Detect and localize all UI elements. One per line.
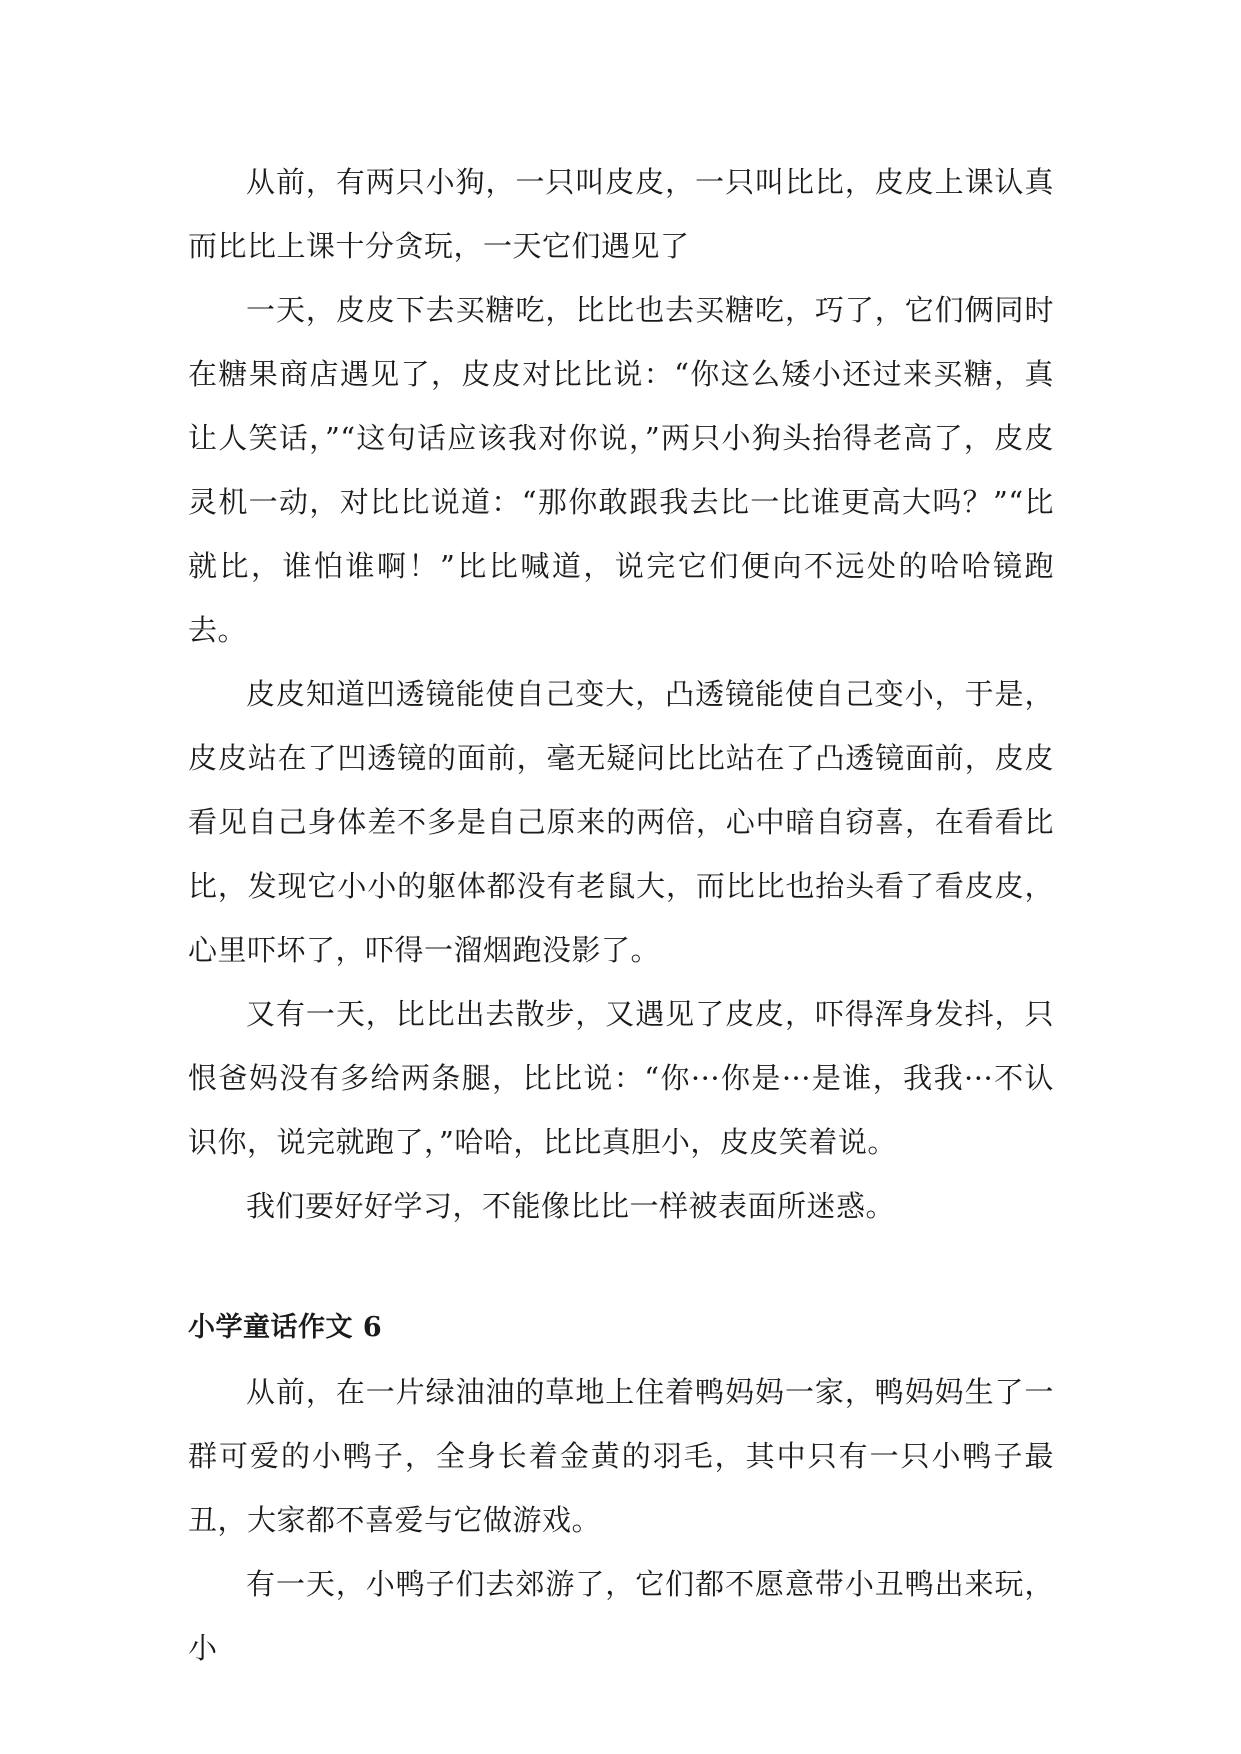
document-body — [188, 150, 1054, 1680]
story-paragraph: 从前，有两只小狗，一只叫皮皮，一只叫比比，皮皮上课认真而比比上课十分贪玩，一天它们遇见了 — [188, 165, 1054, 263]
story-paragraph: 从前，在一片绿油油的草地上住着鸭妈妈一家，鸭妈妈生了一群可爱的小鸭子，全身长着金黄的羽毛，其中只有一只小鸭子最丑，大家都不喜爱与它做游戏。 — [188, 1375, 1054, 1537]
story-paragraph: 皮皮知道凹透镜能使自己变大，凸透镜能使自己变小，于是，皮皮站在了凹透镜的面前，毫无疑问比比站在了凸透镜面前，皮皮看见自己身体差不多是自己原来的两倍，心中暗自窃喜，在看看比比，发现它小小的躯体都没有老鼠大，而比比也抬头看了看皮皮，心里吓坏了，吓得一溜烟跑没影了。 — [188, 677, 1054, 967]
story-paragraph: 我们要好好学习，不能像比比一样被表面所迷惑。 — [246, 1189, 896, 1223]
story-paragraph: 一天，皮皮下去买糖吃，比比也去买糖吃，巧了，它们俩同时在糖果商店遇见了，皮皮对比比说：“你这么矮小还过来买糖，真让人笑话，”“这句话应该我对你说，”两只小狗头抬得老高了，皮皮灵机一动，对比比说道：“那你敢跟我去比一比谁更高大吗？”“比就比，谁怕谁啊！”比比喊道，说完它们便向不远处的哈哈镜跑去。 — [188, 293, 1054, 647]
section-title: 小学童话作文 6 — [188, 1312, 383, 1343]
story-paragraph: 又有一天，比比出去散步，又遇见了皮皮，吓得浑身发抖，只恨爸妈没有多给两条腿，比比说：“你···你是···是谁，我我···不认识你，说完就跑了，”哈哈，比比真胆小，皮皮笑着说。 — [188, 997, 1054, 1159]
story-paragraph: 有一天，小鸭子们去郊游了，它们都不愿意带小丑鸭出来玩，小 — [188, 1567, 1054, 1665]
